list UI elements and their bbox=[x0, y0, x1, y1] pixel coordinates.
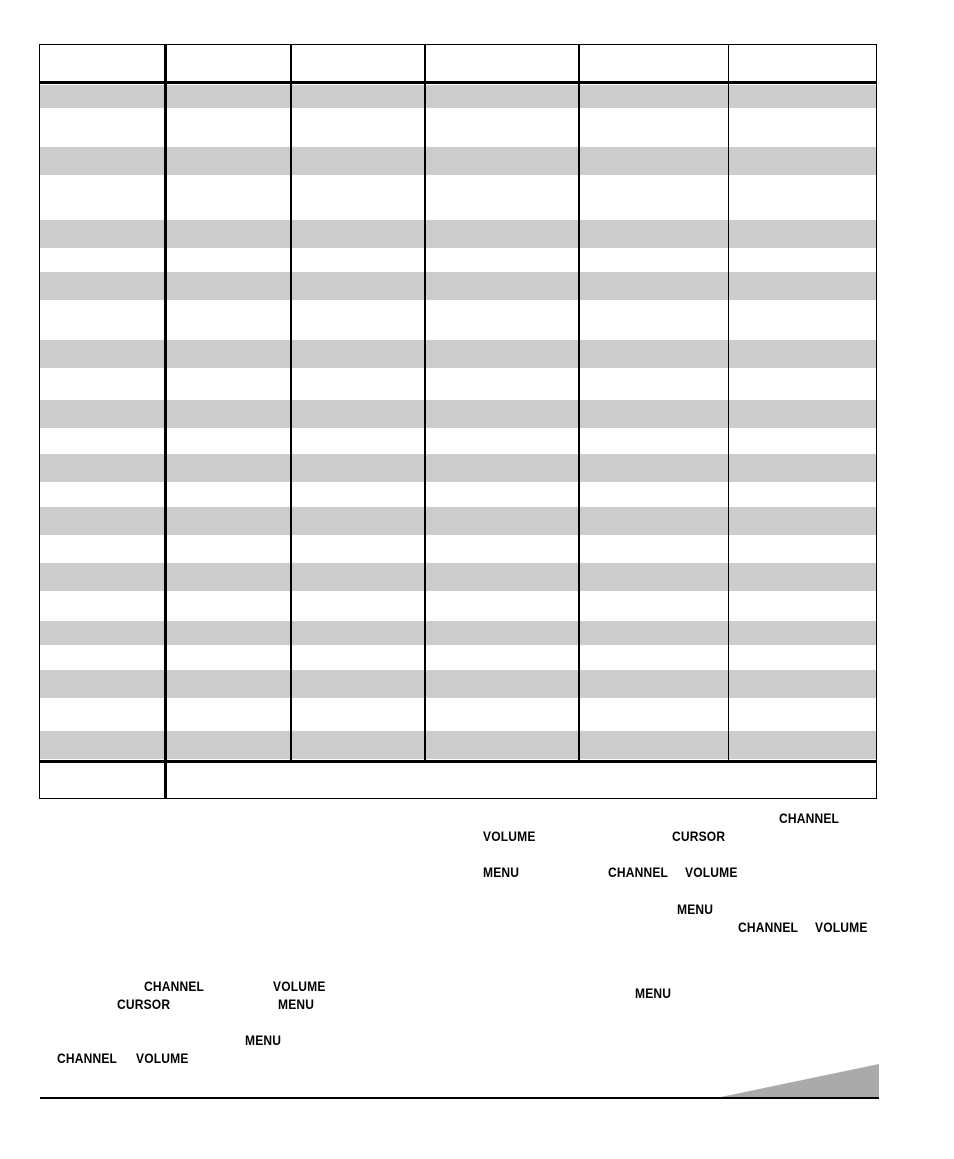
keyword-channel: CHANNEL bbox=[57, 1050, 118, 1066]
footer-rule bbox=[40, 1097, 879, 1099]
keyword-channel: CHANNEL bbox=[144, 978, 205, 994]
data-table bbox=[39, 44, 877, 799]
keyword-menu: MENU bbox=[635, 985, 672, 1001]
keyword-volume: VOLUME bbox=[483, 828, 536, 844]
keyword-channel: CHANNEL bbox=[779, 810, 840, 826]
column-divider bbox=[578, 45, 580, 761]
keyword-menu: MENU bbox=[677, 901, 714, 917]
keyword-cursor: CURSOR bbox=[672, 828, 726, 844]
keyword-menu: MENU bbox=[483, 864, 520, 880]
keyword-volume: VOLUME bbox=[273, 978, 326, 994]
keyword-channel: CHANNEL bbox=[608, 864, 669, 880]
keyword-menu: MENU bbox=[245, 1032, 282, 1048]
column-divider bbox=[424, 45, 426, 761]
keyword-cursor: CURSOR bbox=[117, 996, 171, 1012]
column-divider bbox=[164, 45, 167, 798]
column-divider bbox=[290, 45, 292, 761]
keyword-channel: CHANNEL bbox=[738, 919, 799, 935]
keyword-volume: VOLUME bbox=[685, 864, 738, 880]
keyword-volume: VOLUME bbox=[815, 919, 868, 935]
column-divider bbox=[728, 45, 729, 761]
keyword-volume: VOLUME bbox=[136, 1050, 189, 1066]
corner-wedge-shape bbox=[716, 1064, 879, 1098]
keyword-menu: MENU bbox=[278, 996, 315, 1012]
page-corner-wedge bbox=[716, 1063, 880, 1099]
